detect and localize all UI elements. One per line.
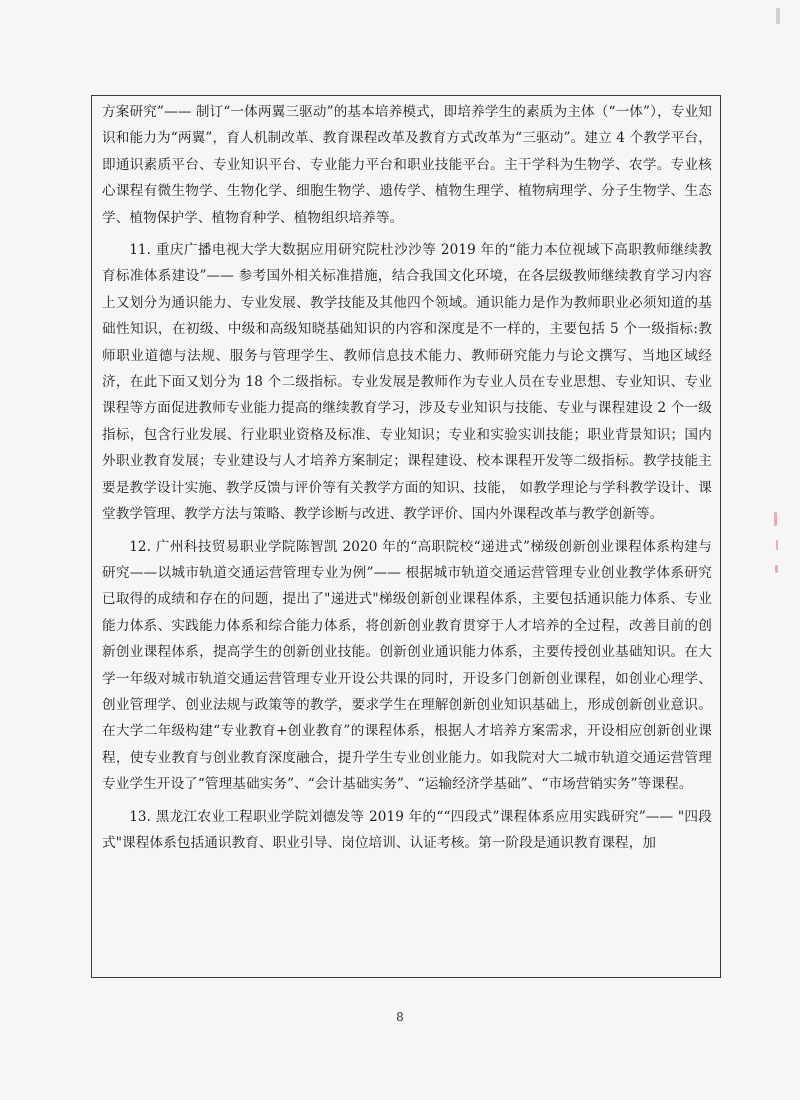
paragraph-item-11: 11. 重庆广播电视大学大数据应用研究院杜沙沙等 2019 年的“能力本位视域下高职教师继续教育标准体系建设”—— 参考国外相关标准措施，结合我国文化环境，在各层级教师继续教育学习内容上又划分为通识能力、专业发展、教学技能及其他四个领域。通识能力是作为教师职业必须知道的基础性知识，在初级、中级和高级知晓基础知识的内容和深度是不一样的，主要包括 5 个一级指标:教师职业道德与法规、服务与管理学生、教师信息技术能力、教师研究能力与论文撰写、当地区域经济，在此下面又划分为 18 个二级指标。专业发展是教师作为专业人员在专业思想、专业知识、专业课程等方面促进教师专业能力提高的继续教育学习，涉及专业知识与技能、专业与课程建设 2 个一级指标，包含行业发展、行业职业资格及标准、专业知识；专业和实验实训技能；职业背景知识；国内外职业教育发展；专业建设与人才培养方案制定；课程建设、校本课程开发等二级指标。教学技能主要是教学设计实施、教学反馈与评价等有关教学方面的知识、技能， 如教学理论与学科教学设计、课堂教学管理、教学方法与策略、教学诊断与改进、教学评价、国内外课程改革与教学创新等。 (102, 242, 712, 523)
page-number: 8 (396, 1010, 404, 1024)
content-frame (91, 95, 721, 978)
scan-ink-mark (775, 565, 778, 573)
scan-ink-mark (774, 512, 777, 526)
paragraph-continued: 方案研究”—— 制订“一体两翼三驱动”的基本培养模式，即培养学生的素质为主体（“一体”），专业知识和能力为“两翼”，育人机制改革、教育课程改革及教育方式改革为“三驱动”。建立 4 个教学平台，即通识素质平台、专业知识平台、专业能力平台和职业技能平台。主干学科为生物学、农学。专业核心课程有微生物学、生物化学、细胞生物学、遗传学、植物生理学、植物病理学、分子生物学、生态学、植物保护学、植物育种学、植物组织培养等。 (102, 104, 712, 226)
document-body (102, 99, 712, 862)
scan-edge-mark (776, 8, 780, 24)
paragraph-item-12: 12. 广州科技贸易职业学院陈智凯 2020 年的“高职院校“递进式”梯级创新创业课程体系构建与研究——以城市轨道交通运营管理专业为例”—— 根据城市轨道交通运营管理专业创业教学体系研究已取得的成绩和存在的问题，提出了"递进式"梯级创新创业课程体系，主要包括通识能力体系、专业能力体系、实践能力体系和综合能力体系，将创新创业教育贯穿于人才培养的全过程，改善目前的创新创业课程体系，提高学生的创新创业技能。创新创业通识能力体系，主要传授创业基础知识。在大学一年级对城市轨道交通运营管理专业开设公共课的同时，开设多门创新创业课程，如创业心理学、创业管理学、创业法规与政策等的教学，要求学生在理解创新创业知识基础上，形成创新创业意识。在大学二年级构建“专业教育+创业教育”的课程体系，根据人才培养方案需求，开设相应创新创业课程，使专业教育与创业教育深度融合，提升学生专业创业能力。如我院对大二城市轨道交通运营管理专业学生开设了“管理基础实务”、“会计基础实务”、“运输经济学基础”、“市场营销实务”等课程。 (102, 538, 712, 793)
scan-ink-mark (776, 540, 778, 550)
paragraph-item-13: 13. 黑龙江农业工程职业学院刘德发等 2019 年的““四段式”课程体系应用实践研究”—— "四段式"课程体系包括通识教育、职业引导、岗位培训、认证考核。第一阶段是通识教育课程，加 (102, 808, 712, 851)
